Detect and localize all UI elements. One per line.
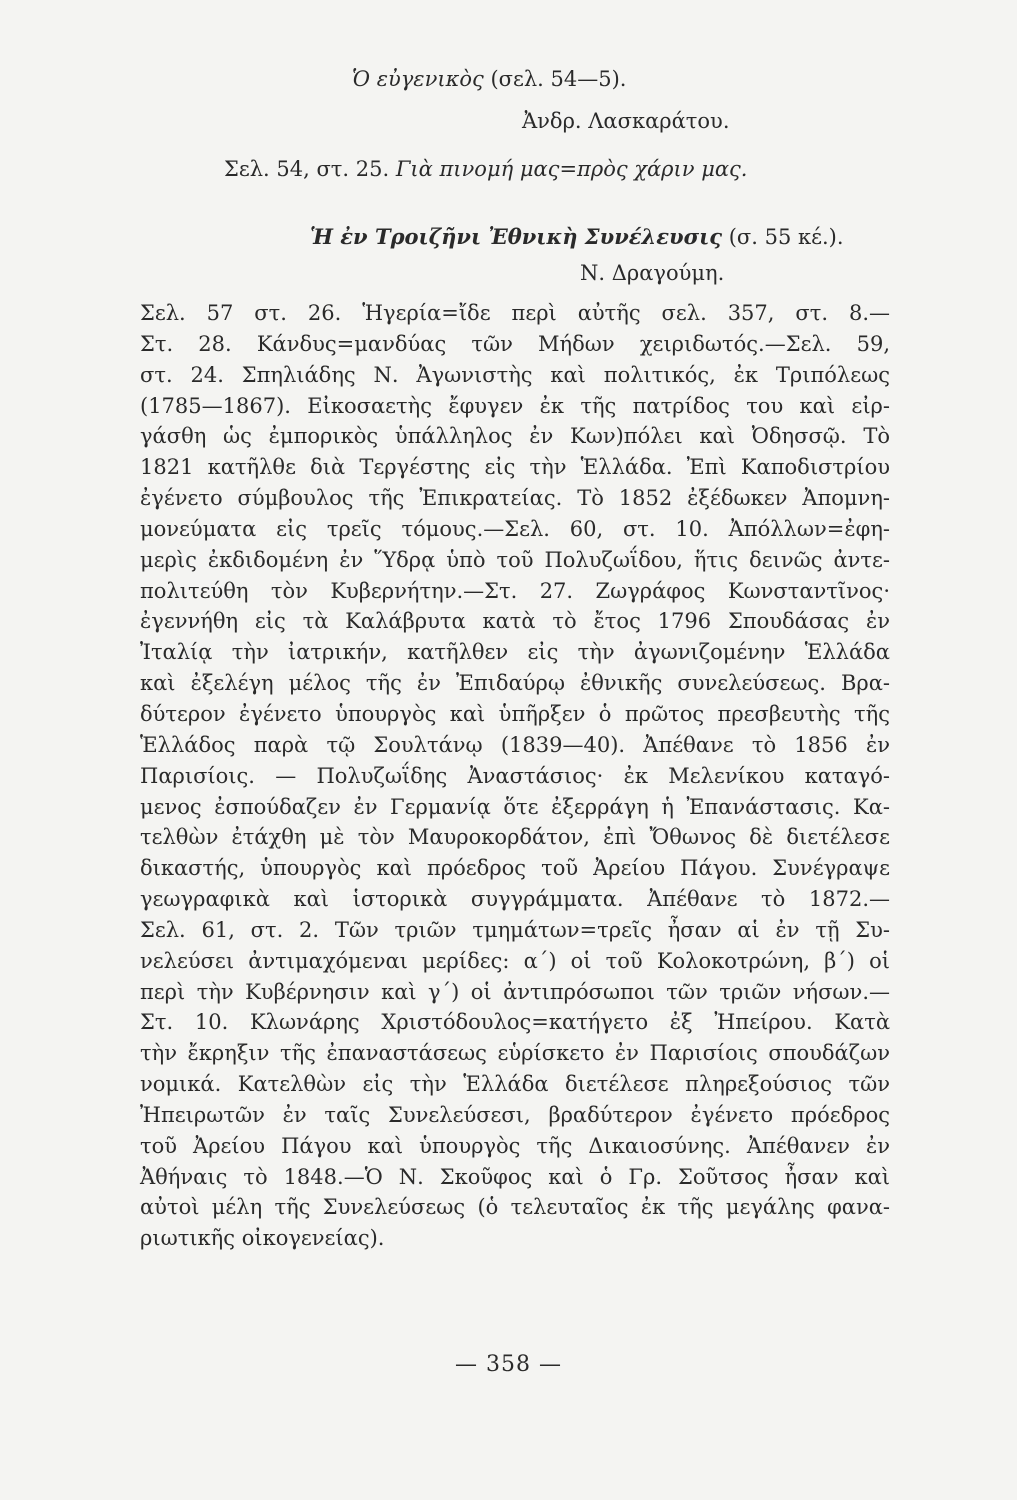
body-line: Στ. 28. Κάνδυς=μανδύας τῶν Μήδων χειριδωτός.—Σελ. 59, — [140, 331, 890, 356]
body-line: Ἑλλάδος παρὰ τῷ Σουλτάνῳ (1839—40). Ἀπέθανε τὸ 1856 ἐν — [140, 732, 890, 757]
body-line: Στ. 10. Κλωνάρης Χριστόδουλος=κατήγετο ἐξ Ἠπείρου. Κατὰ — [140, 1010, 890, 1035]
body-line: καὶ ἐξελέγη μέλος τῆς ἐν Ἐπιδαύρῳ ἐθνικῆς συνελεύσεως. Βρα- — [140, 671, 890, 696]
body-line: Παρισίοις. — Πολυζωΐδης Ἀναστάσιος· ἐκ Μελενίκου καταγό- — [140, 763, 890, 788]
section-title-2-ref: (σ. 55 κέ.). — [722, 225, 844, 249]
section-title-1-ref: (σελ. 54—5). — [483, 67, 627, 91]
body-line: δύτερον ἐγένετο ὑπουργὸς καὶ ὑπῆρξεν ὁ πρῶτος πρεσβευτὴς τῆς — [140, 701, 890, 726]
body-line: γεωγραφικὰ καὶ ἱστορικὰ συγγράμματα. Ἀπέθανε τὸ 1872.— — [140, 887, 890, 912]
body-line: ἐγένετο σύμβουλος τῆς Ἐπικρατείας. Τὸ 1852 ἐξέδωκεν Ἀπομνη- — [140, 486, 890, 511]
page-number: — 358 — — [455, 1352, 562, 1377]
body-line: Ἀθήναις τὸ 1848.—Ὁ Ν. Σκοῦφος καὶ ὁ Γρ. Σοῦτσος ἦσαν καὶ — [140, 1164, 890, 1189]
body-line: δικαστής, ὑπουργὸς καὶ πρόεδρος τοῦ Ἀρείου Πάγου. Συνέγραψε — [140, 856, 890, 881]
body-line: αὐτοὶ μέλη τῆς Συνελεύσεως (ὁ τελευταῖος ἐκ τῆς μεγάλης φανα- — [140, 1195, 890, 1220]
section-author-2: Ν. Δραγούμη. — [580, 261, 725, 285]
body-line: Ἰταλίᾳ τὴν ἰατρικήν, κατῆλθεν εἰς τὴν ἀγωνιζομένην Ἑλλάδα — [140, 640, 890, 665]
body-line: Σελ. 61, στ. 2. Τῶν τριῶν τμημάτων=τρεῖς ἦσαν αἱ ἐν τῇ Συ- — [140, 917, 890, 942]
body-line: μερὶς ἐκδιδομένη ἐν Ὕδρᾳ ὑπὸ τοῦ Πολυζωΐδου, ἥτις δεινῶς ἀντε- — [140, 547, 890, 572]
section-title-2 — [310, 224, 844, 250]
body-line: πολιτεύθη τὸν Κυβερνήτην.—Στ. 27. Ζωγράφος Κωνσταντῖνος· — [140, 578, 890, 603]
section-title-1 — [352, 66, 626, 92]
note-line-1-text: Γιὰ πινομή μας=πρὸς χάριν μας. — [395, 157, 748, 181]
body-line: (1785—1867). Εἰκοσαετὴς ἔφυγεν ἐκ τῆς πατρίδος του καὶ εἰρ- — [140, 393, 890, 418]
body-line: νελεύσει ἀντιμαχόμεναι μερίδες: α΄) οἱ τοῦ Κολοκοτρώνη, β΄) οἱ — [140, 948, 890, 973]
body-line: μενος ἐσπούδαζεν ἐν Γερμανίᾳ ὅτε ἐξερράγη ἡ Ἐπανάστασις. Κα- — [140, 794, 890, 819]
note-line-1-ref: Σελ. 54, στ. 25. — [224, 157, 396, 181]
body-line: τελθὼν ἐτάχθη μὲ τὸν Μαυροκορδάτον, ἐπὶ Ὄθωνος δὲ διετέλεσε — [140, 825, 890, 850]
body-line: μονεύματα εἰς τρεῖς τόμους.—Σελ. 60, στ. 10. Ἀπόλλων=ἐφη- — [140, 516, 890, 541]
note-line-1 — [224, 156, 747, 182]
body-line: γάσθη ὡς ἐμπορικὸς ὑπάλληλος ἐν Κων)πόλει καὶ Ὀδησσῷ. Τὸ — [140, 424, 890, 449]
body-line: ἐγεννήθη εἰς τὰ Καλάβρυτα κατὰ τὸ ἔτος 1796 Σπουδάσας ἐν — [140, 609, 890, 634]
body-line: τοῦ Ἀρείου Πάγου καὶ ὑπουργὸς τῆς Δικαιοσύνης. Ἀπέθανεν ἐν — [140, 1133, 890, 1158]
section-title-1-main: Ὁ εὐγενικὸς — [352, 67, 484, 91]
section-author-1: Ἀνδρ. Λασκαράτου. — [522, 109, 730, 133]
body-line: ριωτικῆς οἰκογενείας). — [140, 1226, 385, 1251]
body-line: νομικά. Κατελθὼν εἰς τὴν Ἑλλάδα διετέλεσε πληρεξούσιος τῶν — [140, 1072, 890, 1097]
body-text — [140, 298, 890, 1254]
body-line: 1821 κατῆλθε διὰ Τεργέστης εἰς τὴν Ἑλλάδα. Ἐπὶ Καποδιστρίου — [140, 455, 890, 480]
body-line: Σελ. 57 στ. 26. Ἡγερία=ἴδε περὶ αὐτῆς σελ. 357, στ. 8.— — [140, 301, 890, 325]
section-title-2-main: Ἡ ἐν Τροιζῆνι Ἐθνικὴ Συνέλευσις — [310, 224, 723, 249]
body-line: τὴν ἔκρηξιν τῆς ἐπαναστάσεως εὑρίσκετο ἐν Παρισίοις σπουδάζων — [140, 1041, 890, 1066]
body-line: Ἠπειρωτῶν ἐν ταῖς Συνελεύσεσι, βραδύτερον ἐγένετο πρόεδρος — [140, 1102, 890, 1127]
body-line: στ. 24. Σπηλιάδης Ν. Ἀγωνιστὴς καὶ πολιτικός, ἐκ Τριπόλεως — [140, 362, 890, 387]
body-line: περὶ τὴν Κυβέρνησιν καὶ γ΄) οἱ ἀντιπρόσωποι τῶν τριῶν νήσων.— — [140, 979, 890, 1004]
